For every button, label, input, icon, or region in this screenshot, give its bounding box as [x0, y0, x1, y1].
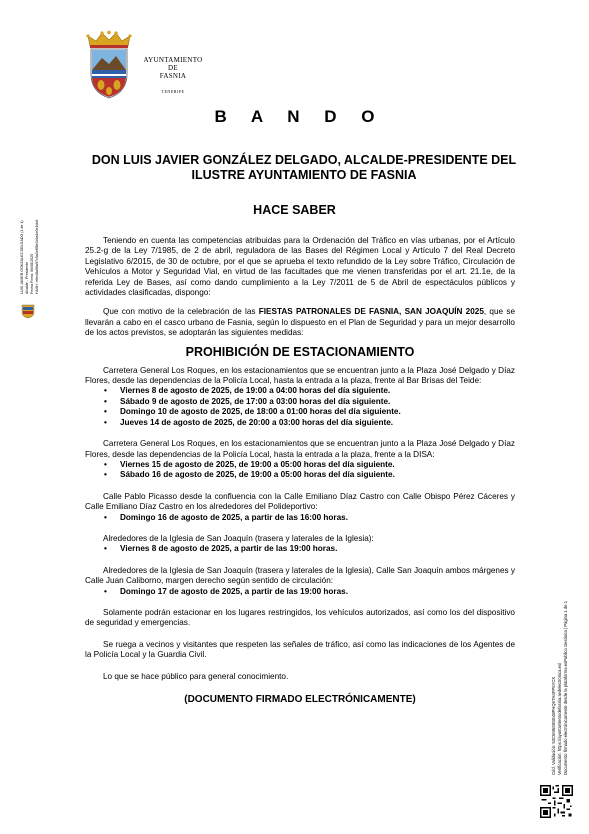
organization-name: [138, 56, 208, 80]
solamente-paragraph: Solamente podrán estacionar en los lugares restringidos, los vehículos autorizados, así como los del dispositivo de seguridad y emergencias.: [85, 607, 515, 628]
schedule-item: • Viernes 8 de agosto de 2025, de 19:00 a 04:00 horas del día siguiente.: [85, 386, 515, 396]
schedule-item: • Viernes 15 de agosto de 2025, de 19:00 a 05:00 horas del día siguiente.: [85, 460, 515, 470]
schedule-item: • Domingo 16 de agosto de 2025, a partir de las 16:00 horas.: [85, 513, 515, 523]
schedule-list: [85, 544, 515, 554]
schedule-list: [85, 386, 515, 428]
publico-paragraph: Lo que se hace público para general conocimiento.: [103, 671, 289, 681]
schedule-item: • Sábado 9 de agosto de 2025, de 17:00 a 03:00 horas del día siguiente.: [85, 397, 515, 407]
document-body: [85, 236, 515, 705]
verification-url: Verificación: https://ayuntamientodefasnia.sedelectronica.es/: [557, 662, 562, 775]
hace-saber-heading: HACE SABER: [253, 203, 336, 217]
fiestas-name: FIESTAS PATRONALES DE FASNIA, SAN JOAQUÍN 2025: [258, 307, 484, 317]
section-location: Carretera General Los Roques, en los estacionamientos que se encuentran junto a la Plaza José Delgado y Díaz Flores, desde las dependencias de la Policía Local, hasta la entrada a la plaza, frente a la DISA:: [85, 439, 515, 459]
signature-margin: [17, 182, 45, 297]
municipal-crest-logo: [84, 30, 134, 100]
section-location: Alrededores de la Iglesia de San Joaquín (trasera y laterales de la Iglesia):: [103, 533, 374, 543]
schedule-item: • Sábado 16 de agosto de 2025, de 19:00 a 05:00 horas del día siguiente.: [85, 470, 515, 480]
section-location: Calle Pablo Picasso desde la confluencia con la Calle Emiliano Díaz Castro con Calle Obispo Pérez Cáceres y Calle Emiliano Díaz Castro en los alrededores del Polideportivo:: [85, 491, 515, 512]
ruega-paragraph: Se ruega a vecinos y visitantes que respeten las señales de tráfico, así como las indicaciones de los Agentes de la Policía Local y la Guardia Civil.: [85, 639, 515, 660]
organization-sub: TENERIFE: [161, 89, 185, 94]
document-title: B A N D O: [214, 107, 385, 126]
speaker-heading: DON LUIS JAVIER GONZÁLEZ DELGADO, ALCALDE-PRESIDENTE DEL ILUSTRE AYUNTAMIENTO DE FASNIA: [91, 153, 517, 182]
signer-role: Alcalde - Presidente: [25, 261, 29, 294]
small-crest-icon: [20, 303, 36, 319]
section-location: Alrededores de la Iglesia de San Joaquín (trasera y laterales de la Iglesia), Calle San Joaquín ambos márgenes y Calle Juan Caliborno, margen derecho según sentido de circulación:: [85, 565, 515, 586]
verification-margin: [537, 480, 577, 780]
prohibicion-heading: PROHIBICIÓN DE ESTACIONAMIENTO: [185, 344, 415, 359]
firmado-note: (DOCUMENTO FIRMADO ELECTRÓNICAMENTE): [184, 694, 416, 705]
platform-note: Documento firmado electrónicamente desde la plataforma esPublico Gestiona | Página 1 de 1: [563, 600, 568, 775]
sign-hash: HASH: e6e48a96a97c9a3e8f8e3c9a4e0e1dc8: [35, 219, 39, 294]
section-location: Carretera General Los Roques, en los estacionamientos que se encuentran junto a la Plaza José Delgado y Díaz Flores, desde las dependencias de la Policía Local, hasta la entrada a la plaza, frente al Bar Brisas del Teide:: [85, 365, 515, 386]
schedule-item: • Domingo 10 de agosto de 2025, de 18:00 a 01:00 horas del día siguiente.: [85, 407, 515, 417]
schedule-item: • Viernes 8 de agosto de 2025, a partir de las 19:00 horas.: [85, 544, 515, 554]
schedule-item: • Domingo 17 de agosto de 2025, a partir de las 19:00 horas.: [85, 587, 515, 597]
sign-date: Fecha Firma: 06/08/2025: [30, 253, 34, 294]
schedule-item: • Jueves 14 de agosto de 2025, de 20:00 a 03:00 horas del día siguiente.: [85, 418, 515, 428]
signer-name: LUIS JAVIER GONZALEZ DELGADO (1 de 1): [20, 220, 24, 294]
motivo-paragraph: Que con motivo de la celebración de las FIESTAS PATRONALES DE FASNIA, SAN JOAQUÍN 2025, que se llevarán a cabo en el casco urbano de Fasnia, según lo dispuesto en el Plan de Seguridad y para un mejor desarrollo de los actos previstos, se adoptarán las siguientes medidas:: [85, 307, 515, 338]
validation-code: Cód. Validación: 53C6M6S9SE48PHQ6TH4FP6YCX: [551, 676, 556, 775]
org-line-3: FASNIA: [159, 72, 187, 80]
schedule-list: [85, 460, 515, 481]
qr-code-icon: [540, 785, 573, 818]
org-line-2: DE: [168, 64, 178, 72]
schedule-list: [85, 587, 515, 597]
org-line-1: AYUNTAMIENTO: [143, 56, 203, 64]
intro-paragraph: Teniendo en cuenta las competencias atribuidas para la Ordenación del Tráfico en vías urbanas, por el Artículo 25.2-g de la Ley 7/1985, de 2 de abril, reguladora de las Bases del Régimen Local y Artículo 7 del Real Decreto Legislativo 6/2015, de 30 de octubre, por el que se aprueba el texto refundido de la Ley sobre Tráfico, Circulación de Vehículos a Motor y Seguridad Vial, en virtud de las facultades que me vienen transferidas por el art. 21.1e, de la referida Ley de Bases, así como dando cumplimiento a la Ley 7/2011 de 5 de Abril de espectáculos públicos y actividades clasificadas, dispongo:: [85, 236, 515, 298]
schedule-list: [85, 513, 515, 523]
